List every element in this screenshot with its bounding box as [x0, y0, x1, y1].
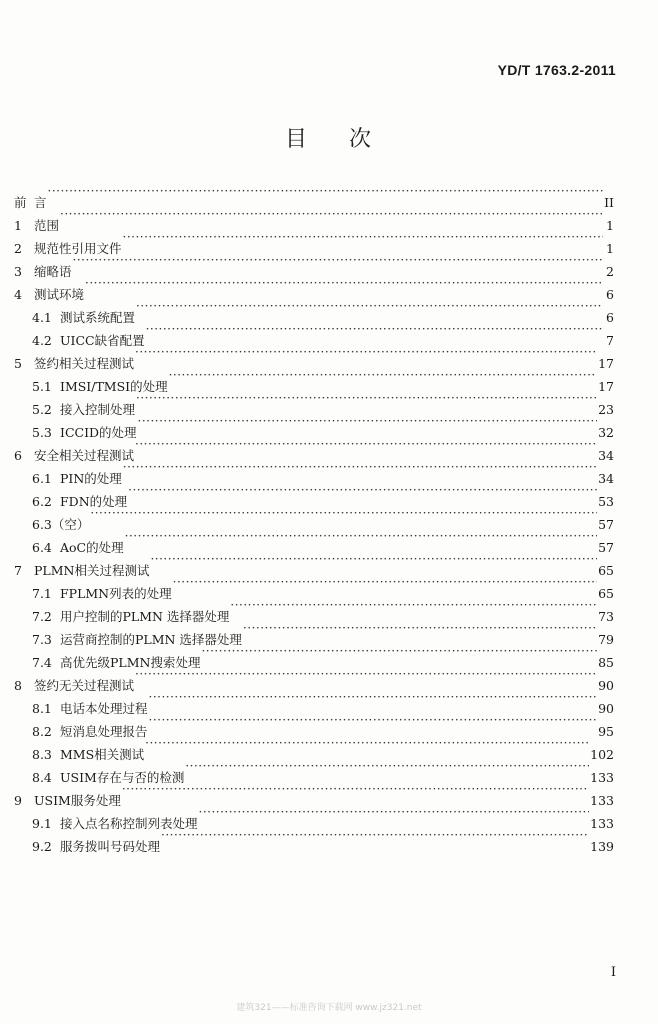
toc-entry-title: 6.3（空） [32, 517, 90, 532]
dot-leader [150, 552, 597, 575]
table-of-contents [14, 184, 614, 854]
toc-entry-title: USIM服务处理 [34, 793, 121, 808]
toc-entry[interactable] [14, 299, 614, 325]
dot-leader [185, 759, 589, 782]
toc-entry-number: 5 [14, 356, 22, 371]
dot-leader [85, 276, 603, 299]
toc-entry-title: 测试系统配置 [60, 310, 136, 325]
toc-entry-number: 2 [14, 241, 22, 256]
toc-entry-title: 安全相关过程测试 [34, 448, 135, 463]
dot-leader [138, 414, 598, 437]
toc-entry-number: 7 [14, 563, 22, 578]
toc-entry-page: 6 [606, 287, 614, 302]
toc-entry-page: 17 [598, 356, 614, 371]
toc-entry-number: 8 [14, 678, 22, 693]
toc-entry-number: 8.1 [32, 701, 52, 716]
toc-entry-page: II [604, 195, 614, 210]
dot-leader [60, 207, 603, 230]
toc-entry-title: 短消息处理报告 [60, 724, 148, 739]
toc-entry-title: PLMN相关过程测试 [34, 563, 150, 578]
toc-entry-page: 139 [590, 839, 614, 854]
dot-leader [123, 230, 603, 253]
dot-leader [161, 828, 589, 851]
toc-entry-number: 7.1 [32, 586, 52, 601]
toc-entry-title: 接入点名称控制列表处理 [60, 816, 198, 831]
dot-leader [201, 644, 597, 667]
toc-entry-number: 5.3 [32, 425, 52, 440]
toc-entry-page: 133 [590, 770, 614, 785]
dot-leader [122, 782, 589, 805]
toc-entry-number: 4 [14, 287, 22, 302]
toc-entry-page: 2 [606, 264, 614, 279]
toc-entry-number: 6.1 [32, 471, 52, 486]
toc-entry[interactable] [14, 253, 614, 279]
toc-entry-page: 6 [606, 310, 614, 325]
dot-leader [149, 713, 598, 736]
dot-leader [135, 345, 597, 368]
toc-entry-title: 运营商控制的PLMN 选择器处理 [60, 632, 242, 647]
toc-entry-number: 8.4 [32, 770, 52, 785]
dot-leader [136, 299, 603, 322]
toc-entry-number: 1 [14, 218, 22, 233]
toc-entry[interactable] [14, 184, 614, 210]
toc-entry-page: 133 [590, 816, 614, 831]
toc-entry-title: FPLMN列表的处理 [60, 586, 172, 601]
dot-leader [48, 184, 603, 207]
toc-entry-title: 电话本处理过程 [60, 701, 148, 716]
toc-entry-page: 133 [590, 793, 614, 808]
toc-entry-page: 34 [598, 471, 614, 486]
toc-entry-page: 85 [598, 655, 614, 670]
toc-entry[interactable] [14, 529, 614, 555]
dot-leader [123, 460, 597, 483]
toc-entry-number: 前 [14, 195, 27, 210]
toc-entry-page: 32 [598, 425, 614, 440]
dot-leader [73, 253, 603, 276]
toc-entry-page: 53 [598, 494, 614, 509]
toc-entry-number: 8.3 [32, 747, 52, 762]
toc-entry-page: 65 [598, 586, 614, 601]
toc-entry-title: PIN的处理 [60, 471, 122, 486]
toc-entry-number: 3 [14, 264, 22, 279]
dot-leader [173, 575, 597, 598]
dot-leader [199, 805, 590, 828]
dot-leader [125, 529, 597, 552]
toc-entry-title: 高优先级PLMN搜索处理 [60, 655, 201, 670]
title-char-1: 目 [284, 127, 309, 152]
toc-entry-page: 65 [598, 563, 614, 578]
standard-number: YD/T 1763.2-2011 [497, 62, 616, 78]
toc-entry-number: 6 [14, 448, 22, 463]
toc-entry-page: 79 [598, 632, 614, 647]
toc-entry-number: 5.2 [32, 402, 52, 417]
toc-entry-number: 6.2 [32, 494, 52, 509]
toc-entry-title: 签约无关过程测试 [34, 678, 135, 693]
toc-entry-number: 5.1 [32, 379, 52, 394]
toc-entry-number: 4.2 [32, 333, 52, 348]
toc-entry-number: 7.4 [32, 655, 52, 670]
toc-entry-page: 1 [606, 218, 614, 233]
dot-leader [243, 621, 597, 644]
dot-leader [149, 690, 598, 713]
toc-entry-page: 57 [598, 540, 614, 555]
toc-entry-title: 言 [34, 195, 47, 210]
toc-entry-title: MMS相关测试 [60, 747, 145, 762]
toc-entry[interactable] [14, 230, 614, 256]
toc-entry-page: 34 [598, 448, 614, 463]
toc-entry-title: 签约相关过程测试 [34, 356, 135, 371]
page-title [0, 122, 658, 153]
toc-entry-number: 9.2 [32, 839, 52, 854]
toc-entry-number: 7.2 [32, 609, 52, 624]
toc-entry-page: 17 [598, 379, 614, 394]
title-char-2: 次 [349, 127, 374, 152]
toc-entry-page: 73 [598, 609, 614, 624]
dot-leader [169, 368, 598, 391]
toc-entry-number: 7.3 [32, 632, 52, 647]
toc-entry-page: 23 [598, 402, 614, 417]
toc-entry-number: 8.2 [32, 724, 52, 739]
dot-leader [145, 736, 589, 759]
toc-entry[interactable] [14, 506, 614, 532]
dot-leader [135, 667, 597, 690]
dot-leader [136, 391, 597, 414]
toc-entry-page: 95 [598, 724, 614, 739]
toc-entry-number: 4.1 [32, 310, 52, 325]
toc-entry-title: AoC的处理 [60, 540, 124, 555]
toc-entry-title: USIM存在与否的检测 [60, 770, 185, 785]
toc-entry-page: 90 [598, 678, 614, 693]
toc-entry-page: 90 [598, 701, 614, 716]
dot-leader [135, 437, 597, 460]
dot-leader [90, 506, 597, 529]
watermark: 建筑321——标准咨询下载网 www.jz321.net [236, 1003, 422, 1013]
toc-entry-title: IMSI/TMSI的处理 [60, 379, 168, 394]
toc-entry-number: 6.4 [32, 540, 52, 555]
toc-entry-title: 测试环境 [34, 287, 85, 302]
toc-entry-title: 范围 [34, 218, 60, 233]
page-folio: I [610, 965, 616, 980]
toc-entry-title: 接入控制处理 [60, 402, 136, 417]
dot-leader [230, 598, 597, 621]
toc-entry[interactable] [14, 207, 614, 233]
toc-entry-title: FDN的处理 [60, 494, 128, 509]
toc-entry-title: ICCID的处理 [60, 425, 137, 440]
toc-entry-number: 9 [14, 793, 22, 808]
toc-entry-page: 7 [606, 333, 614, 348]
toc-entry-page: 102 [590, 747, 614, 762]
toc-entry-page: 57 [598, 517, 614, 532]
toc-entry-title: 缩略语 [34, 264, 72, 279]
toc-entry-title: UICC缺省配置 [60, 333, 145, 348]
toc-entry-title: 用户控制的PLMN 选择器处理 [60, 609, 230, 624]
toc-entry-page: 1 [606, 241, 614, 256]
dot-leader [146, 322, 603, 345]
dot-leader [128, 483, 597, 506]
toc-entry[interactable] [14, 276, 614, 302]
toc-entry-title: 规范性引用文件 [34, 241, 122, 256]
toc-entry-number: 9.1 [32, 816, 52, 831]
toc-entry-title: 服务拨叫号码处理 [60, 839, 161, 854]
